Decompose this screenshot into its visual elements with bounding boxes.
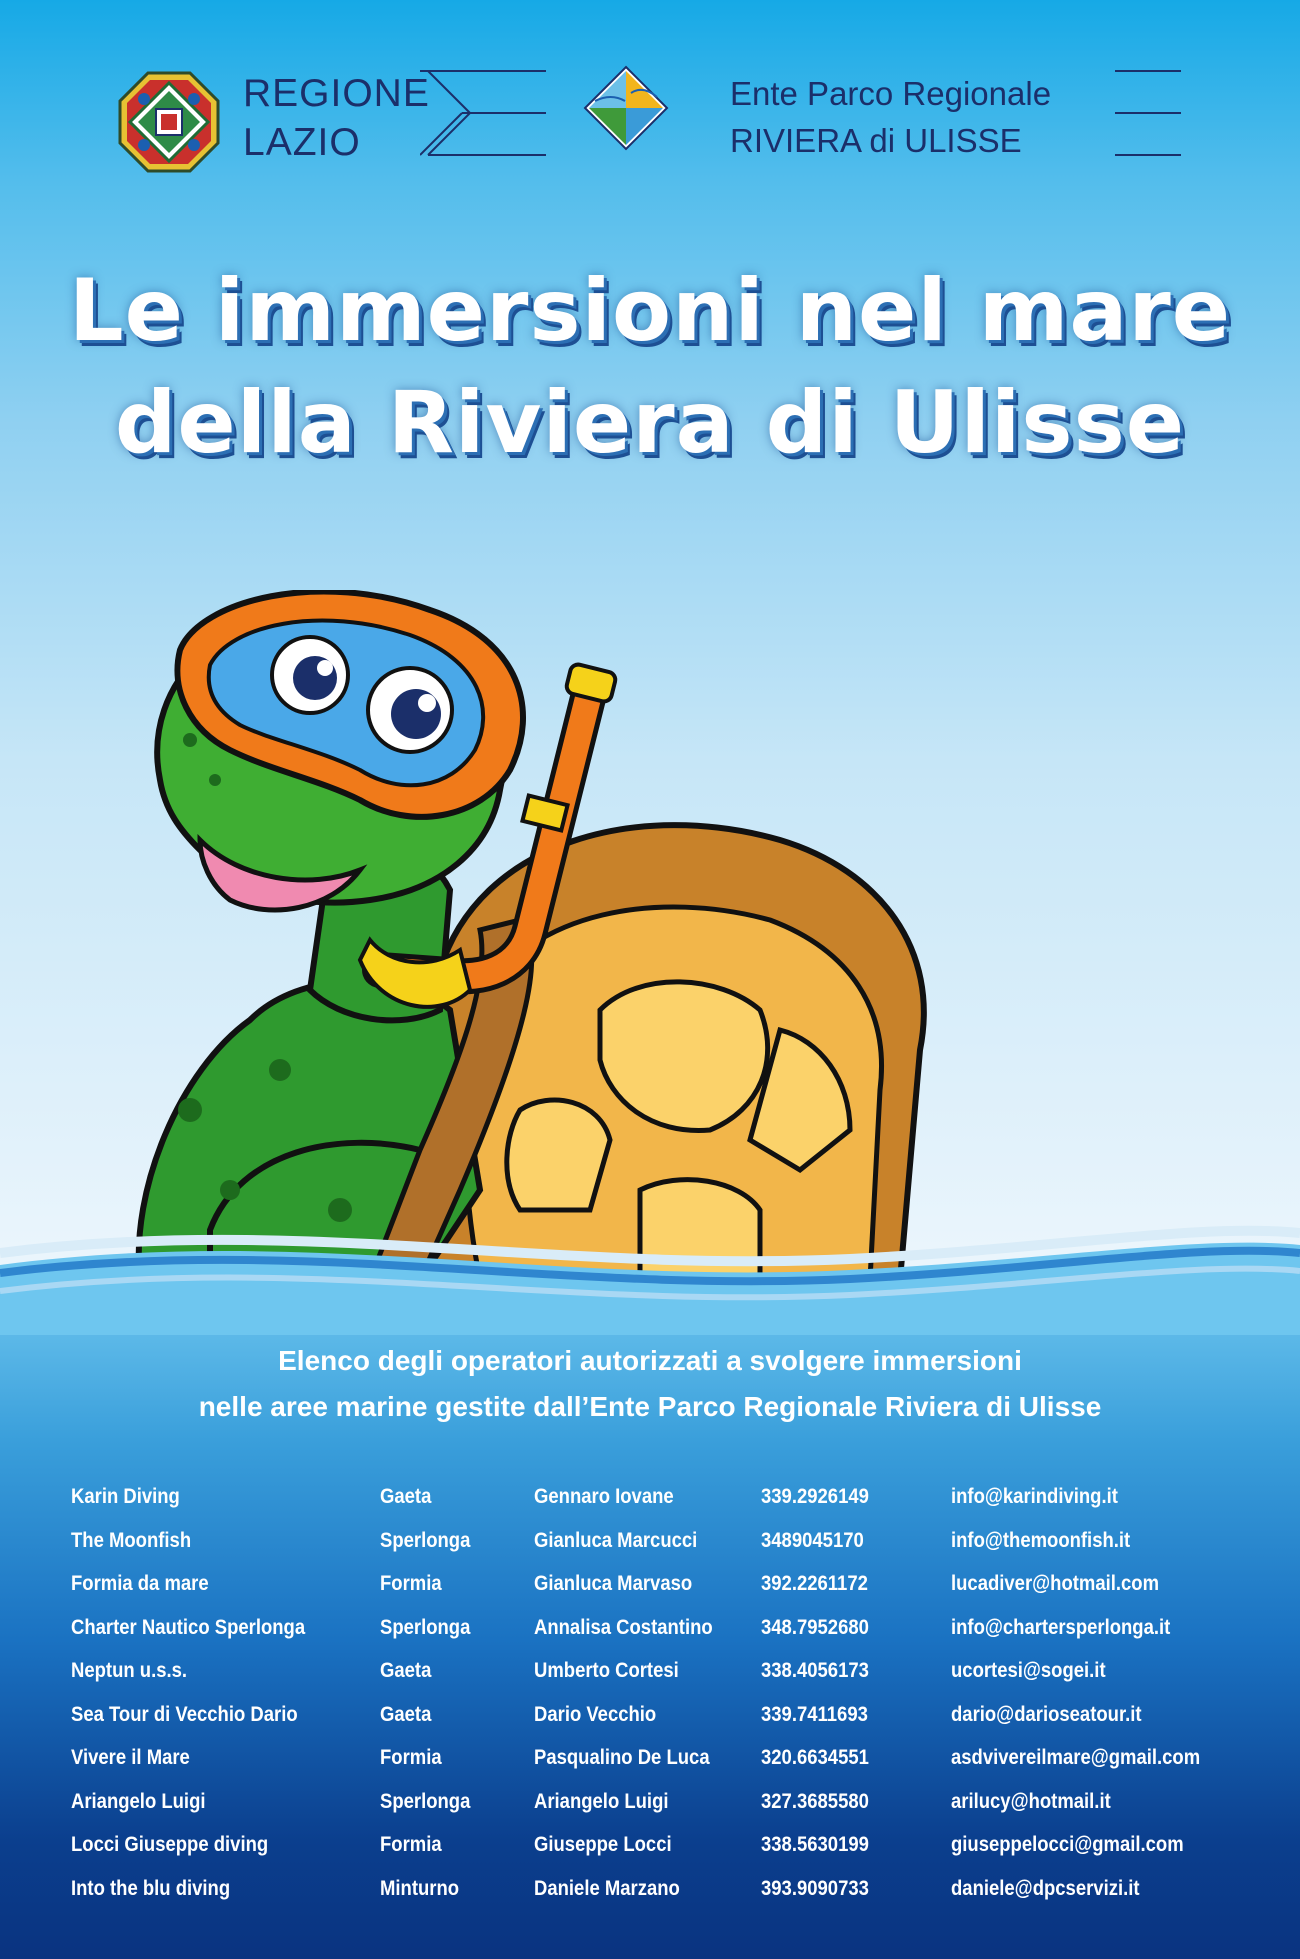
intro-line1: Elenco degli operatori autorizzati a svolgere immersioni [278, 1345, 1022, 1376]
operator-email: info@chartersperlonga.it [951, 1615, 1171, 1639]
operator-phone: 348.7952680 [761, 1615, 869, 1639]
operator-contact: Daniele Marzano [534, 1876, 680, 1900]
operator-contact: Ariangelo Luigi [534, 1789, 669, 1813]
header-logos [0, 55, 1300, 185]
regione-lazio-emblem-icon [118, 71, 220, 173]
operator-phone: 339.2926149 [761, 1485, 869, 1508]
operator-name: Vivere il Mare [71, 1746, 190, 1769]
table-row [71, 1475, 1251, 1519]
operator-email: info@themoonfish.it [951, 1528, 1131, 1552]
snorkeling-turtle-icon [120, 590, 1000, 1290]
operator-town: Formia [380, 1746, 442, 1769]
region-name-line1: REGIONE [243, 72, 430, 115]
operator-town: Formia [380, 1833, 442, 1856]
intro-line2: nelle aree marine gestite dall’Ente Parco Regionale Riviera di Ulisse [198, 1391, 1102, 1422]
table-row [71, 1649, 1251, 1693]
table-row [71, 1519, 1251, 1563]
operator-phone: 327.3685580 [761, 1789, 869, 1813]
operator-email: asdvivereilmare@gmail.com [951, 1746, 1201, 1769]
operator-email: arilucy@hotmail.it [951, 1789, 1111, 1813]
table-row [71, 1780, 1251, 1824]
operator-name: Karin Diving [71, 1485, 180, 1508]
region-logo-lines [420, 67, 550, 177]
operator-town: Sperlonga [380, 1615, 471, 1639]
operator-town: Sperlonga [380, 1528, 471, 1552]
operator-name: Ariangelo Luigi [71, 1789, 206, 1813]
operators-table [71, 1475, 1251, 1910]
operator-name: Formia da mare [71, 1572, 209, 1595]
table-row [71, 1867, 1251, 1911]
wave-divider [0, 1215, 1300, 1335]
title-line1: Le immersioni nel mare [68, 261, 1232, 361]
poster-title [0, 255, 1300, 479]
title-line2: della Riviera di Ulisse [114, 373, 1186, 473]
park-riviera-ulisse-logo-icon [583, 65, 669, 177]
operator-town: Gaeta [380, 1485, 432, 1508]
operator-phone: 3489045170 [761, 1528, 864, 1552]
operators-intro [0, 1338, 1300, 1430]
operator-contact: Gianluca Marcucci [534, 1528, 698, 1552]
operator-name: Sea Tour di Vecchio Dario [71, 1702, 298, 1726]
operator-phone: 320.6634551 [761, 1746, 869, 1769]
table-row [71, 1736, 1251, 1780]
operator-email: info@karindiving.it [951, 1485, 1118, 1508]
park-name-line2: RIVIERA di ULISSE [730, 122, 1022, 159]
park-logo-lines [1115, 67, 1185, 177]
operator-contact: Pasqualino De Luca [534, 1746, 710, 1769]
operator-name: Charter Nautico Sperlonga [71, 1615, 306, 1639]
operator-email: ucortesi@sogei.it [951, 1659, 1106, 1682]
operator-town: Minturno [380, 1876, 460, 1900]
park-name-line1: Ente Parco Regionale [730, 75, 1052, 112]
operator-phone: 339.7411693 [761, 1702, 868, 1726]
operator-phone: 338.5630199 [761, 1833, 869, 1856]
table-row [71, 1693, 1251, 1737]
operator-email: dario@darioseatour.it [951, 1702, 1142, 1726]
operator-name: The Moonfish [71, 1528, 192, 1552]
operator-town: Gaeta [380, 1659, 432, 1682]
operator-contact: Giuseppe Locci [534, 1833, 672, 1856]
operator-town: Formia [380, 1572, 442, 1595]
operator-town: Sperlonga [380, 1789, 471, 1813]
operator-name: Locci Giuseppe diving [71, 1833, 269, 1856]
table-row [71, 1606, 1251, 1650]
operator-contact: Gennaro Iovane [534, 1485, 674, 1508]
operator-phone: 392.2261172 [761, 1572, 868, 1595]
operator-name: Neptun u.s.s. [71, 1659, 188, 1682]
operator-email: daniele@dpcservizi.it [951, 1876, 1140, 1900]
region-name-line2: LAZIO [243, 121, 361, 164]
operator-phone: 393.9090733 [761, 1876, 869, 1900]
operator-name: Into the blu diving [71, 1876, 231, 1900]
operator-email: giuseppelocci@gmail.com [951, 1833, 1184, 1856]
operator-contact: Dario Vecchio [534, 1702, 657, 1726]
table-row [71, 1562, 1251, 1606]
operator-phone: 338.4056173 [761, 1659, 869, 1682]
operator-contact: Gianluca Marvaso [534, 1572, 693, 1595]
operator-contact: Umberto Cortesi [534, 1659, 679, 1682]
table-row [71, 1823, 1251, 1867]
operator-contact: Annalisa Costantino [534, 1615, 713, 1639]
operator-email: lucadiver@hotmail.com [951, 1572, 1160, 1595]
operator-town: Gaeta [380, 1702, 432, 1726]
